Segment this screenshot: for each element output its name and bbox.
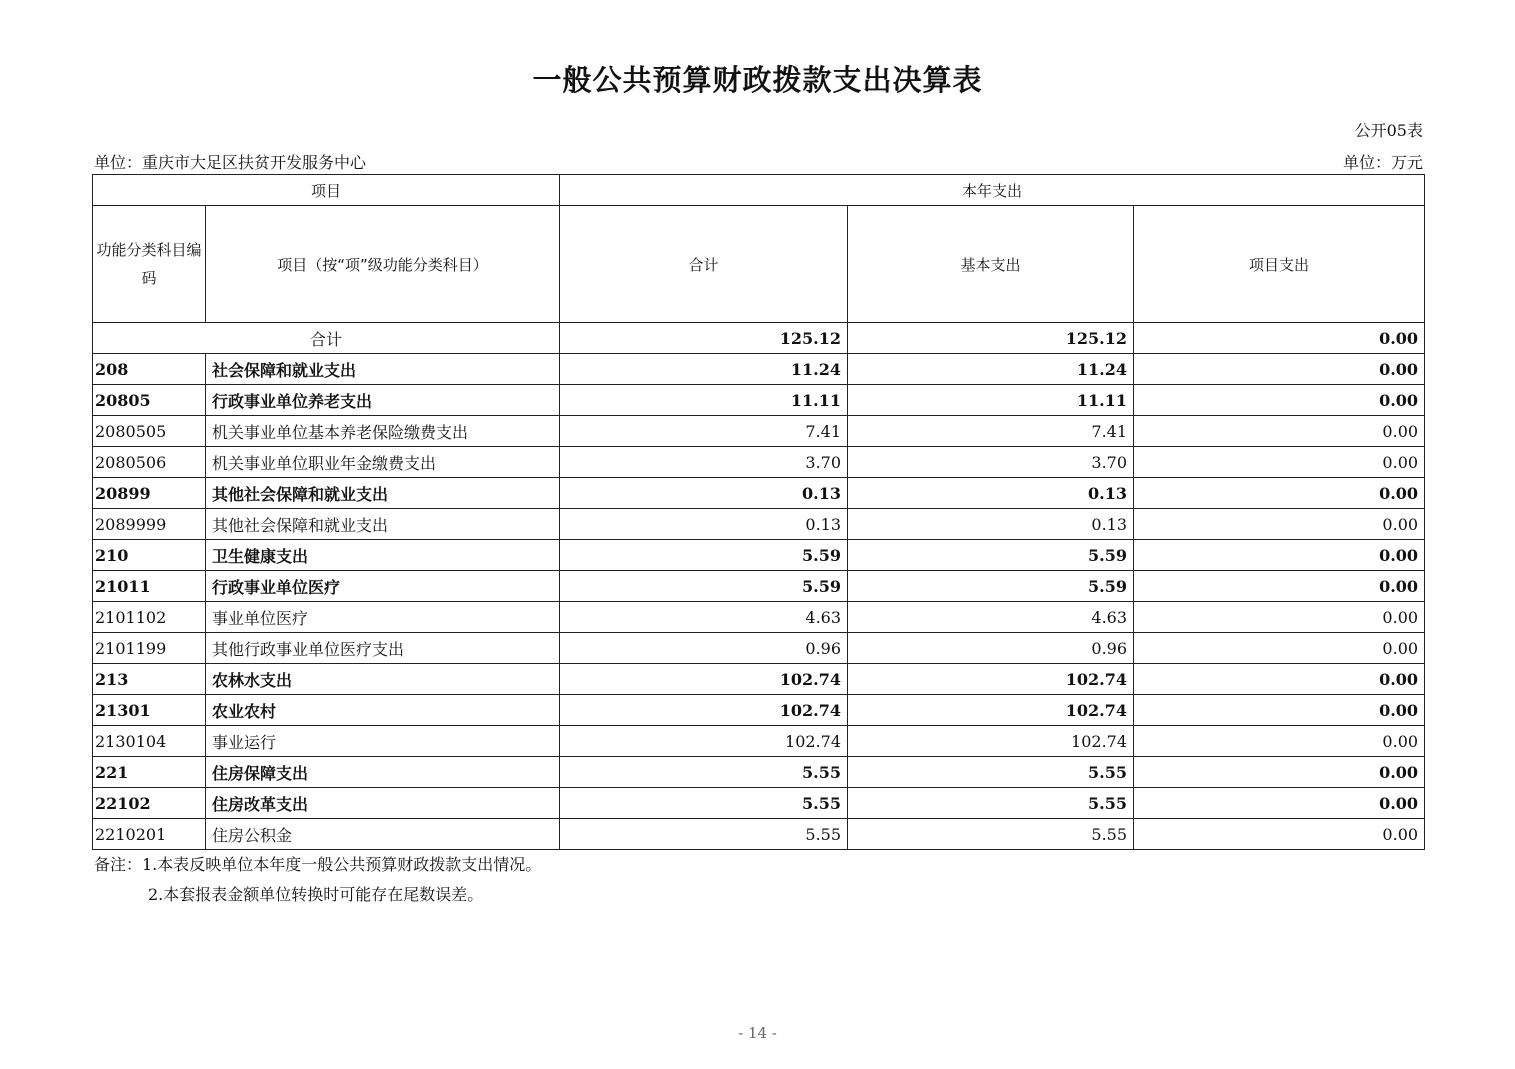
row-code: 21301 <box>93 695 206 726</box>
row-project: 0.00 <box>1134 416 1425 447</box>
row-code: 208 <box>93 354 206 385</box>
table-row <box>93 602 1425 633</box>
row-project: 0.00 <box>1134 354 1425 385</box>
row-project: 0.00 <box>1134 478 1425 509</box>
header-row-2 <box>93 206 1425 323</box>
row-total: 5.59 <box>560 540 848 571</box>
row-name: 农林水支出 <box>206 664 560 695</box>
total-row <box>93 323 1425 354</box>
header-row-1 <box>93 175 1425 206</box>
row-basic: 0.13 <box>848 509 1134 540</box>
row-name: 住房保障支出 <box>206 757 560 788</box>
row-code: 2101199 <box>93 633 206 664</box>
row-code: 22102 <box>93 788 206 819</box>
row-total: 5.55 <box>560 757 848 788</box>
row-basic: 5.55 <box>848 819 1134 850</box>
table-row <box>93 571 1425 602</box>
note-line-2: 2.本套报表金额单位转换时可能存在尾数误差。 <box>148 885 484 904</box>
row-project: 0.00 <box>1134 571 1425 602</box>
row-basic: 5.55 <box>848 788 1134 819</box>
header-item-name: 项目（按“项”级功能分类科目） <box>206 206 560 323</box>
row-basic: 102.74 <box>848 726 1134 757</box>
table-row <box>93 819 1425 850</box>
row-basic: 7.41 <box>848 416 1134 447</box>
row-name: 社会保障和就业支出 <box>206 354 560 385</box>
row-project: 0.00 <box>1134 695 1425 726</box>
table-row <box>93 509 1425 540</box>
header-current-year: 本年支出 <box>560 175 1425 206</box>
row-total: 0.13 <box>560 478 848 509</box>
total-sum: 125.12 <box>560 323 848 354</box>
row-basic: 102.74 <box>848 695 1134 726</box>
row-total: 7.41 <box>560 416 848 447</box>
row-total: 5.59 <box>560 571 848 602</box>
row-code: 213 <box>93 664 206 695</box>
row-code: 2210201 <box>93 819 206 850</box>
row-name: 机关事业单位职业年金缴费支出 <box>206 447 560 478</box>
row-total: 0.96 <box>560 633 848 664</box>
row-name: 机关事业单位基本养老保险缴费支出 <box>206 416 560 447</box>
row-name: 住房改革支出 <box>206 788 560 819</box>
row-name: 行政事业单位养老支出 <box>206 385 560 416</box>
row-name: 其他社会保障和就业支出 <box>206 478 560 509</box>
header-project: 项目支出 <box>1134 206 1425 323</box>
table-row <box>93 757 1425 788</box>
row-total: 11.11 <box>560 385 848 416</box>
table-row <box>93 478 1425 509</box>
row-basic: 11.24 <box>848 354 1134 385</box>
row-code: 2080506 <box>93 447 206 478</box>
total-basic: 125.12 <box>848 323 1134 354</box>
row-project: 0.00 <box>1134 602 1425 633</box>
row-basic: 5.59 <box>848 571 1134 602</box>
form-number: 公开05表 <box>1354 121 1423 140</box>
row-name: 其他社会保障和就业支出 <box>206 509 560 540</box>
row-project: 0.00 <box>1134 819 1425 850</box>
table-row <box>93 633 1425 664</box>
page-number: - 14 - <box>738 1024 777 1042</box>
row-total: 11.24 <box>560 354 848 385</box>
row-project: 0.00 <box>1134 509 1425 540</box>
row-project: 0.00 <box>1134 726 1425 757</box>
row-basic: 102.74 <box>848 664 1134 695</box>
table-row <box>93 540 1425 571</box>
row-code: 221 <box>93 757 206 788</box>
row-total: 5.55 <box>560 819 848 850</box>
table-row <box>93 354 1425 385</box>
table-row <box>93 726 1425 757</box>
currency-unit: 单位：万元 <box>1342 153 1423 172</box>
row-project: 0.00 <box>1134 540 1425 571</box>
row-project: 0.00 <box>1134 757 1425 788</box>
table-row <box>93 447 1425 478</box>
expenditure-table <box>92 174 1425 850</box>
row-code: 21011 <box>93 571 206 602</box>
note-line-1: 备注：1.本表反映单位本年度一般公共预算财政拨款支出情况。 <box>94 855 542 874</box>
row-project: 0.00 <box>1134 633 1425 664</box>
row-code: 2130104 <box>93 726 206 757</box>
row-code: 2101102 <box>93 602 206 633</box>
table-row <box>93 385 1425 416</box>
row-name: 事业运行 <box>206 726 560 757</box>
table-row <box>93 664 1425 695</box>
row-total: 102.74 <box>560 726 848 757</box>
page-title: 一般公共预算财政拨款支出决算表 <box>532 63 983 97</box>
row-basic: 5.59 <box>848 540 1134 571</box>
header-total: 合计 <box>560 206 848 323</box>
row-total: 4.63 <box>560 602 848 633</box>
row-project: 0.00 <box>1134 664 1425 695</box>
row-total: 0.13 <box>560 509 848 540</box>
row-total: 3.70 <box>560 447 848 478</box>
row-name: 行政事业单位医疗 <box>206 571 560 602</box>
row-name: 农业农村 <box>206 695 560 726</box>
row-basic: 5.55 <box>848 757 1134 788</box>
row-project: 0.00 <box>1134 385 1425 416</box>
row-total: 102.74 <box>560 664 848 695</box>
row-code: 210 <box>93 540 206 571</box>
row-basic: 0.96 <box>848 633 1134 664</box>
row-basic: 0.13 <box>848 478 1134 509</box>
row-name: 卫生健康支出 <box>206 540 560 571</box>
header-code: 功能分类科目编码 <box>93 206 206 323</box>
row-code: 20899 <box>93 478 206 509</box>
reporting-unit: 单位：重庆市大足区扶贫开发服务中心 <box>94 153 367 172</box>
row-basic: 4.63 <box>848 602 1134 633</box>
table-row <box>93 788 1425 819</box>
notes <box>94 850 541 910</box>
header-item-group: 项目 <box>93 175 560 206</box>
total-project: 0.00 <box>1134 323 1425 354</box>
row-basic: 11.11 <box>848 385 1134 416</box>
row-name: 其他行政事业单位医疗支出 <box>206 633 560 664</box>
table-row <box>93 695 1425 726</box>
row-name: 住房公积金 <box>206 819 560 850</box>
table-row <box>93 416 1425 447</box>
row-basic: 3.70 <box>848 447 1134 478</box>
row-code: 20805 <box>93 385 206 416</box>
row-code: 2080505 <box>93 416 206 447</box>
row-total: 102.74 <box>560 695 848 726</box>
row-code: 2089999 <box>93 509 206 540</box>
row-project: 0.00 <box>1134 788 1425 819</box>
header-basic: 基本支出 <box>848 206 1134 323</box>
row-project: 0.00 <box>1134 447 1425 478</box>
row-name: 事业单位医疗 <box>206 602 560 633</box>
total-label: 合计 <box>93 323 560 354</box>
row-total: 5.55 <box>560 788 848 819</box>
